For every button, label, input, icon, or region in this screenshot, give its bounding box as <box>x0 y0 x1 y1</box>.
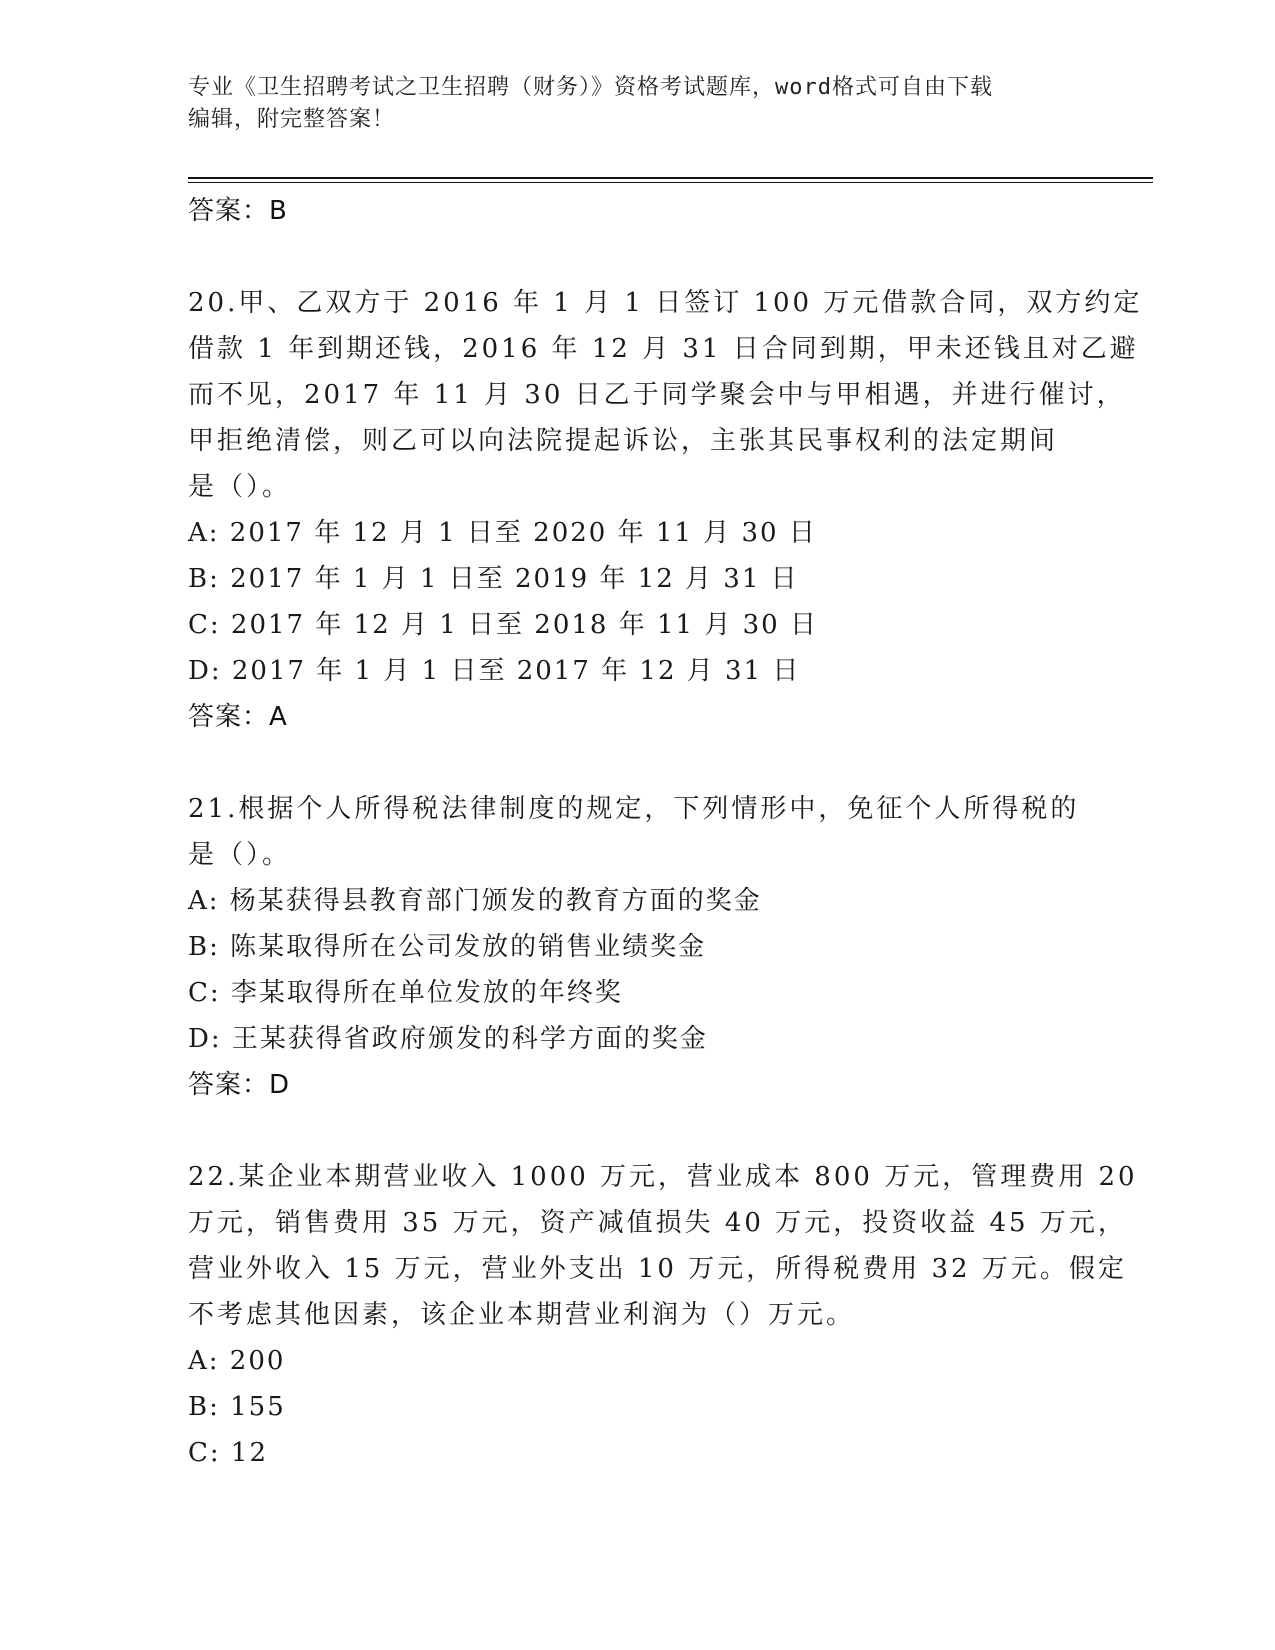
option-a: A: 杨某获得县教育部门颁发的教育方面的奖金 <box>188 886 762 916</box>
question-text-line: 营业外收入 15 万元，营业外支出 10 万元，所得税费用 32 万元。假定 <box>188 1254 1127 1284</box>
option-d: D: 2017 年 1 月 1 日至 2017 年 12 月 31 日 <box>188 656 801 686</box>
question-text-line: 万元，销售费用 35 万元，资产减值损失 40 万元，投资收益 45 万元， <box>188 1208 1127 1238</box>
question-text-line: 而不见，2017 年 11 月 30 日乙于同学聚会中与甲相遇，并进行催讨， <box>188 380 1126 410</box>
option-d: D: 王某获得省政府颁发的科学方面的奖金 <box>188 1024 708 1054</box>
answer-line: 答案：A <box>188 702 288 732</box>
question-text-line: 不考虑其他因素，该企业本期营业利润为（）万元。 <box>188 1300 856 1330</box>
question-text-line: 是（）。 <box>188 472 292 502</box>
option-a: A: 200 <box>188 1346 286 1376</box>
question-text-line: 20.甲、乙双方于 2016 年 1 月 1 日签订 100 万元借款合同，双方约定 <box>188 288 1143 318</box>
header-divider <box>188 177 1153 179</box>
question-text-line: 21.根据个人所得税法律制度的规定，下列情形中，免征个人所得税的 <box>188 794 1080 824</box>
option-b: B: 155 <box>188 1392 286 1422</box>
question-block <box>188 1154 1138 1476</box>
question-content <box>188 188 1143 1476</box>
question-text-line: 借款 1 年到期还钱，2016 年 12 月 31 日合同到期，甲未还钱且对乙避 <box>188 334 1139 364</box>
previous-answer: 答案：B <box>188 196 288 226</box>
option-c: C: 2017 年 12 月 1 日至 2018 年 11 月 30 日 <box>188 610 818 640</box>
question-block <box>188 786 1088 1108</box>
option-a: A: 2017 年 12 月 1 日至 2020 年 11 月 30 日 <box>188 518 817 548</box>
question-text-line: 是（）。 <box>188 840 292 870</box>
header-divider <box>188 182 1153 183</box>
question-block <box>188 280 1143 740</box>
question-text-line: 22.某企业本期营业收入 1000 万元，营业成本 800 万元，管理费用 20 <box>188 1162 1138 1192</box>
block-spacer <box>188 740 1088 786</box>
block-spacer <box>188 1108 1088 1154</box>
answer-line: 答案：D <box>188 1070 291 1100</box>
option-b: B: 2017 年 1 月 1 日至 2019 年 12 月 31 日 <box>188 564 799 594</box>
header-line: 编辑，附完整答案！ <box>188 107 396 132</box>
option-c: C: 12 <box>188 1438 269 1468</box>
option-b: B: 陈某取得所在公司发放的销售业绩奖金 <box>188 932 707 962</box>
block-spacer <box>188 234 1088 280</box>
question-text-line: 甲拒绝清偿，则乙可以向法院提起诉讼，主张其民事权利的法定期间 <box>188 426 1059 456</box>
option-c: C: 李某取得所在单位发放的年终奖 <box>188 978 623 1008</box>
document-header <box>188 72 1068 136</box>
header-line: 专业《卫生招聘考试之卫生招聘（财务）》资格考试题库，word格式可自由下载 <box>188 75 993 100</box>
